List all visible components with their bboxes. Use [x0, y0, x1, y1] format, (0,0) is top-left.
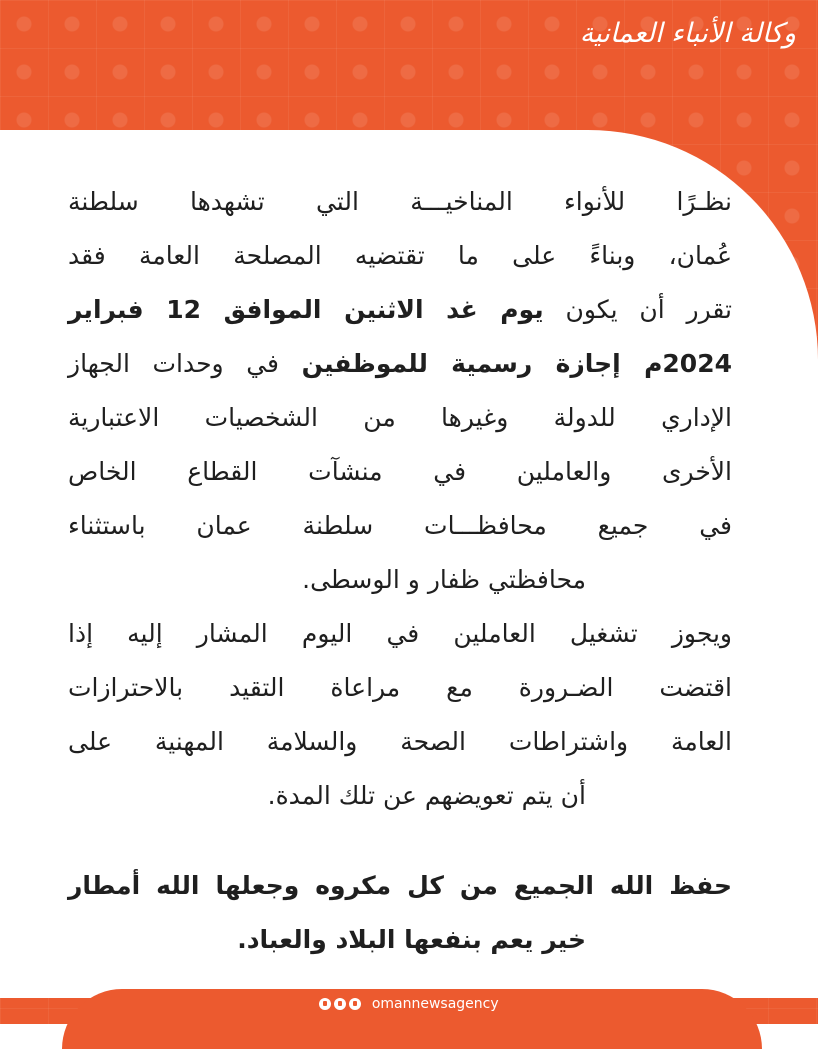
body-line-8: محافظتي ظفار و الوسطى. — [302, 565, 586, 594]
body-line-4-plain: في وحدات الجهاز — [68, 349, 302, 378]
body-line-11: العامة واشتراطات الصحة والسلامة المهنية على — [68, 727, 732, 756]
facebook-icon[interactable] — [319, 998, 331, 1010]
body-line-4-bold: 2024م إجازة رسمية للموظفين — [301, 349, 732, 378]
body-line-6: الأخرى والعاملين في منشآت القطاع الخاص — [68, 457, 732, 486]
body-line-3-plain: تقرر أن يكون — [543, 295, 733, 324]
instagram-icon[interactable] — [334, 998, 346, 1010]
body-line-2: عُمان، وبناءً على ما تقتضيه المصلحة العامة فقد — [68, 241, 732, 270]
agency-logo: وكالة الأنباء العمانية — [579, 18, 796, 49]
body-line-3-bold: يوم غد الاثنين الموافق 12 فبراير — [68, 295, 544, 324]
body-line-1: نظـرًا للأنواء المناخيـــة التي تشهدها سلطنة — [68, 187, 732, 216]
body-line-4 — [68, 340, 732, 388]
body-line-12: أن يتم تعويضهم عن تلك المدة. — [267, 781, 586, 810]
body-line-7: في جميع محافظـــات سلطنة عمان باستثناء — [68, 511, 732, 540]
social-handle[interactable]: omannewsagency — [371, 996, 499, 1012]
closing-line-2: خير يعم بنفعها البلاد والعباد. — [237, 925, 586, 954]
closing-line-1: حفظ الله الجميع من كل مكروه وجعلها الله أمطار — [68, 871, 732, 900]
twitter-icon[interactable] — [349, 998, 361, 1010]
body-line-9: ويجوز تشغيل العاملين في اليوم المشار إليه إذا — [68, 619, 732, 648]
social-icons — [319, 998, 361, 1010]
body-line-3 — [68, 286, 732, 334]
social-footer — [0, 994, 818, 1014]
body-line-10: اقتضت الضـرورة مع مراعاة التقيد بالاحترازات — [68, 673, 732, 702]
body-line-5: الإداري للدولة وغيرها من الشخصيات الاعتبارية — [68, 403, 732, 432]
